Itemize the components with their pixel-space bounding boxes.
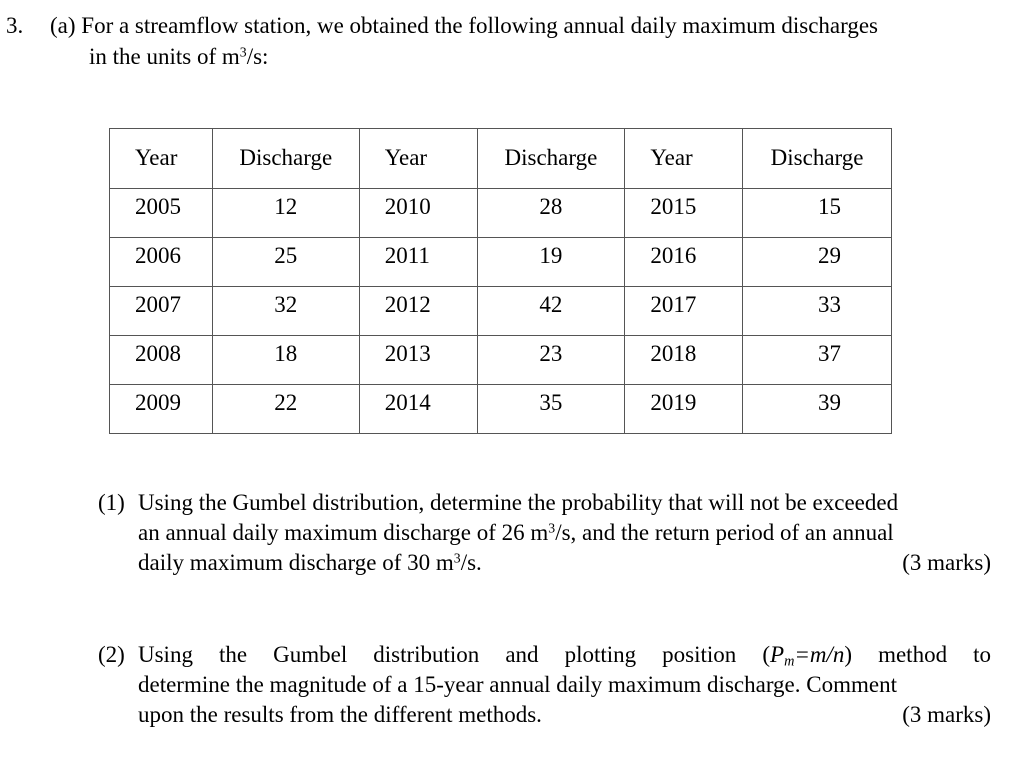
part-2-line-1-tail: ) method to xyxy=(844,642,991,667)
formula-subscript-m: m xyxy=(784,653,795,670)
discharge-cell: 12 xyxy=(212,189,359,238)
table-row xyxy=(110,385,892,434)
formula-subscript xyxy=(784,654,794,670)
question-line-2-text: in the units of m xyxy=(89,44,240,69)
year-cell: 2017 xyxy=(625,287,743,336)
year-cell: 2019 xyxy=(625,385,743,434)
part-1-line-1: Using the Gumbel distribution, determine the probability that will not be exceeded xyxy=(138,490,899,515)
year-cell: 2014 xyxy=(359,385,477,434)
question-line-1: (a) For a streamflow station, we obtained the following annual daily maximum discharges xyxy=(50,13,879,38)
discharge-cell: 19 xyxy=(477,238,625,287)
year-cell: 2010 xyxy=(359,189,477,238)
year-cell: 2012 xyxy=(359,287,477,336)
discharge-cell: 18 xyxy=(212,336,359,385)
table-row xyxy=(110,287,892,336)
header-discharge: Discharge xyxy=(743,129,892,189)
question-line-2-unit: /s: xyxy=(246,44,269,69)
part-1-text xyxy=(138,488,991,578)
year-cell: 2018 xyxy=(625,336,743,385)
part-2-line-3-text: upon the results from the different methods. xyxy=(138,702,542,727)
table-header-row xyxy=(110,129,892,189)
discharge-cell: 33 xyxy=(743,287,892,336)
year-cell: 2007 xyxy=(110,287,213,336)
discharge-cell: 35 xyxy=(477,385,625,434)
year-cell: 2008 xyxy=(110,336,213,385)
header-discharge: Discharge xyxy=(477,129,625,189)
part-1-line-3 xyxy=(138,548,991,578)
part-1-line-2-text: an annual daily maximum discharge of 26 m xyxy=(138,520,549,545)
discharge-cell: 37 xyxy=(743,336,892,385)
table-row xyxy=(110,336,892,385)
header-discharge: Discharge xyxy=(212,129,359,189)
discharge-table xyxy=(109,128,892,434)
table-row xyxy=(110,238,892,287)
header-year: Year xyxy=(359,129,477,189)
part-1-line-3-tail: /s. xyxy=(460,550,482,575)
unit-superscript: 3 xyxy=(239,44,247,60)
part-1-line-2 xyxy=(138,518,991,548)
header-year: Year xyxy=(625,129,743,189)
question-line-2 xyxy=(50,41,1005,72)
part-1-number: (1) xyxy=(98,490,125,515)
discharge-cell: 15 xyxy=(743,189,892,238)
part-2-number: (2) xyxy=(98,642,125,667)
part-1-line-3-text: daily maximum discharge of 30 m xyxy=(138,550,454,575)
year-cell: 2006 xyxy=(110,238,213,287)
year-cell: 2013 xyxy=(359,336,477,385)
year-cell: 2009 xyxy=(110,385,213,434)
question-number: 3. xyxy=(6,13,24,38)
table-row xyxy=(110,189,892,238)
unit-superscript: 3 xyxy=(548,520,556,536)
part-1-line-2-tail: /s, and the return period of an annual xyxy=(555,520,894,545)
discharge-cell: 23 xyxy=(477,336,625,385)
discharge-cell: 32 xyxy=(212,287,359,336)
formula-ratio: =m/n xyxy=(794,642,845,667)
discharge-cell: 39 xyxy=(743,385,892,434)
year-cell: 2011 xyxy=(359,238,477,287)
year-cell: 2005 xyxy=(110,189,213,238)
discharge-cell: 42 xyxy=(477,287,625,336)
formula-p: P xyxy=(770,642,785,667)
part-2-text xyxy=(138,640,991,730)
question-text xyxy=(50,10,1005,72)
discharge-cell: 22 xyxy=(212,385,359,434)
part-2-line-1-text: Using the Gumbel distribution and plotting position ( xyxy=(138,642,770,667)
discharge-cell: 25 xyxy=(212,238,359,287)
discharge-cell: 29 xyxy=(743,238,892,287)
discharge-cell: 28 xyxy=(477,189,625,238)
header-year: Year xyxy=(110,129,213,189)
unit-superscript: 3 xyxy=(453,550,461,566)
part-1-marks: (3 marks) xyxy=(902,550,991,575)
part-2-line-1 xyxy=(138,640,991,670)
year-cell: 2016 xyxy=(625,238,743,287)
part-2-line-2: determine the magnitude of a 15-year annual daily maximum discharge. Comment xyxy=(138,672,897,697)
year-cell: 2015 xyxy=(625,189,743,238)
part-2-marks: (3 marks) xyxy=(902,702,991,727)
part-2-line-3 xyxy=(138,700,991,730)
